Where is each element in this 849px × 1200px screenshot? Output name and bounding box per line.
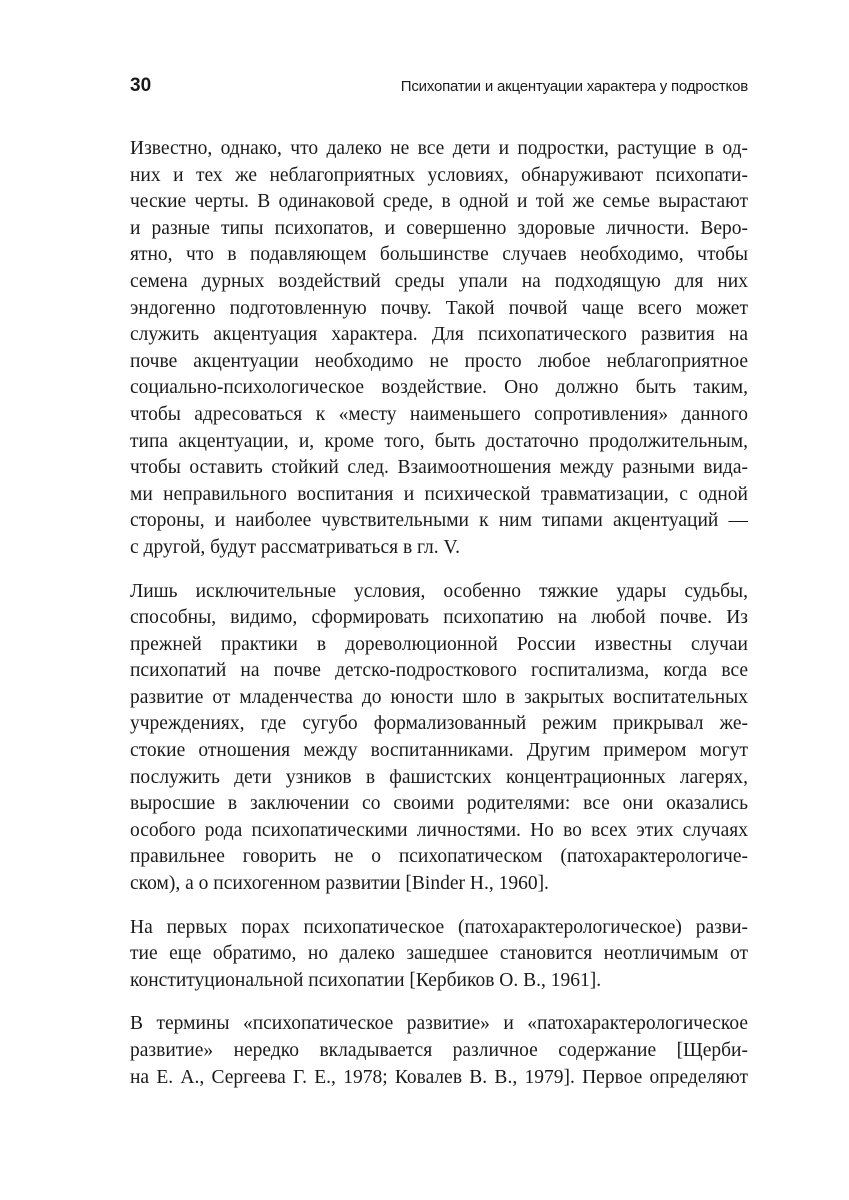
text-line: почве акцентуации необходимо не просто любое неблагоприятное bbox=[130, 350, 748, 372]
text-line: тие еще обратимо, но далеко зашедшее становится неотличимым от bbox=[130, 943, 748, 965]
text-line: с другой, будут рассматриваться в гл. V. bbox=[130, 536, 460, 558]
text-line: правильнее говорить не о психопатическом (патохарактерологиче- bbox=[130, 846, 748, 868]
paragraph bbox=[130, 1011, 748, 1091]
text-line: В термины «психопатическое развитие» и «патохарактерологическое bbox=[130, 1013, 748, 1035]
text-line: стокие отношения между воспитанниками. Другим примером могут bbox=[130, 740, 748, 762]
running-head: Психопатии и акцентуации характера у подростков bbox=[400, 78, 748, 95]
text-line: служить акцентуация характера. Для психопатического развития на bbox=[130, 324, 748, 346]
text-line: ском), а о психогенном развитии [Binder H., 1960]. bbox=[130, 873, 549, 895]
text-line: на Е. А., Сергеева Г. Е., 1978; Ковалев В. В., 1979]. Первое определяют bbox=[130, 1066, 748, 1088]
text-line: Известно, однако, что далеко не все дети и подростки, растущие в од- bbox=[130, 138, 748, 159]
text-line: послужить дети узников в фашистских концентрационных лагерях, bbox=[130, 766, 748, 788]
text-line: прежней практики в дореволюционной России известны случаи bbox=[130, 633, 748, 655]
text-line: конституциональной психопатии [Кербиков О. В., 1961]. bbox=[130, 969, 602, 991]
text-line: семена дурных воздействий среды упали на подходящую для них bbox=[130, 270, 748, 292]
text-line: и разные типы психопатов, и совершенно здоровые личности. Веро- bbox=[130, 217, 748, 239]
text-line: Лишь исключительные условия, особенно тяжкие удары судьбы, bbox=[130, 580, 748, 602]
text-line: учреждениях, где сугубо формализованный режим прикрывал же- bbox=[130, 713, 748, 735]
text-line: социально-психологическое воздействие. Оно должно быть таким, bbox=[130, 377, 748, 399]
paragraph bbox=[130, 136, 748, 562]
paragraph bbox=[130, 579, 748, 898]
text-line: психопатий на почве детско-подросткового госпитализма, когда все bbox=[130, 660, 748, 682]
text-line: выросшие в заключении со своими родителями: все они оказались bbox=[130, 793, 748, 815]
text-line: способны, видимо, сформировать психопатию на любой почве. Из bbox=[130, 607, 748, 629]
text-line: ми неправильного воспитания и психической травматизации, с одной bbox=[130, 483, 748, 505]
paragraph bbox=[130, 915, 748, 995]
text-line: чтобы адресоваться к «месту наименьшего сопротивления» данного bbox=[130, 403, 748, 425]
text-line: ческие черты. В одинаковой среде, в одной и той же семье вырастают bbox=[130, 191, 748, 213]
text-line: эндогенно подготовленную почву. Такой почвой чаще всего может bbox=[130, 297, 748, 319]
text-line: На первых порах психопатическое (патохарактерологическое) разви- bbox=[130, 916, 748, 938]
text-line: развитие от младенчества до юности шло в закрытых воспитательных bbox=[130, 686, 748, 708]
text-line: развитие» нередко вкладывается различное содержание [Щерби- bbox=[130, 1040, 748, 1061]
text-line: стороны, и наиболее чувствительными к ним типами акцентуаций — bbox=[130, 510, 748, 532]
text-line: чтобы оставить стойкий след. Взаимоотношения между разными вида- bbox=[130, 457, 748, 479]
text-line: особого рода психопатическими личностями. Но во всех этих случаях bbox=[130, 819, 748, 841]
text-line: них и тех же неблагоприятных условиях, обнаруживают психопати- bbox=[130, 164, 748, 186]
page-number: 30 bbox=[130, 75, 152, 96]
text-line: ятно, что в подавляющем большинстве случаев необходимо, чтобы bbox=[130, 244, 748, 266]
body-text bbox=[130, 136, 748, 1108]
text-line: типа акцентуации, и, кроме того, быть достаточно продолжительным, bbox=[130, 430, 748, 452]
